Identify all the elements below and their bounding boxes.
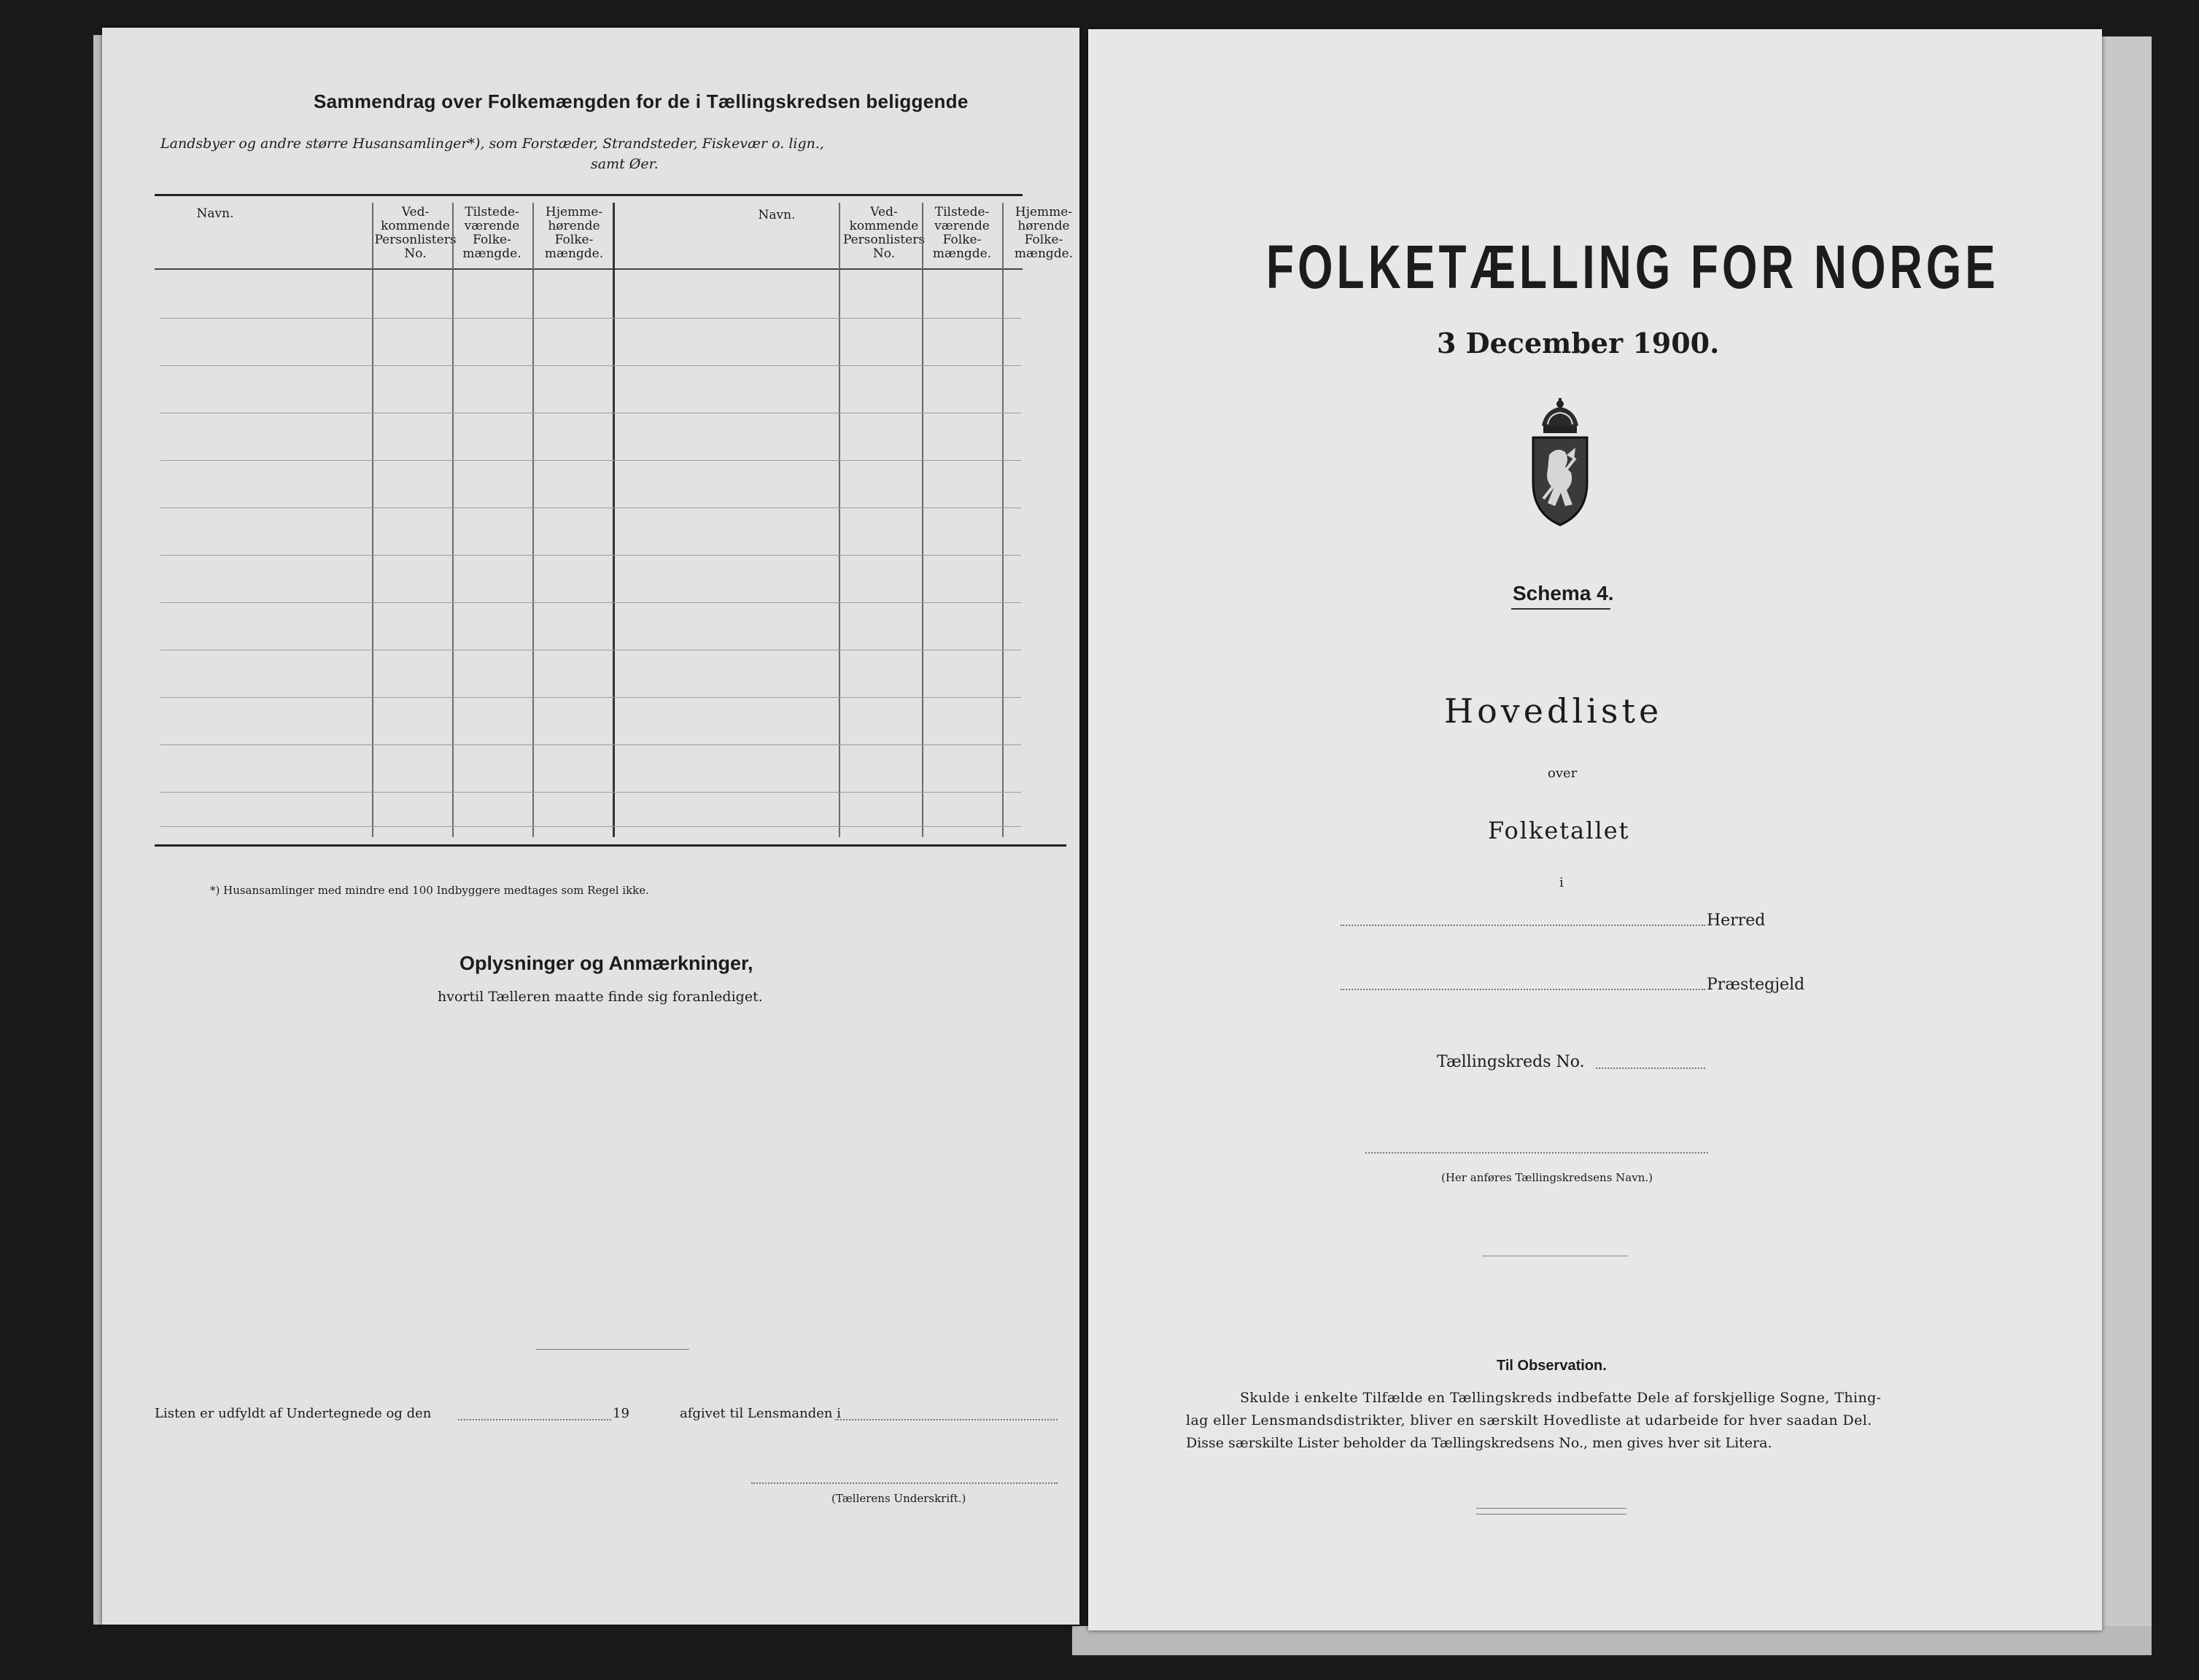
bottom-page-edge <box>1072 1626 2152 1655</box>
table-row-line <box>160 602 1021 603</box>
summary-line-2: Landsbyer og andre større Husansamlinger*), som Forstæder, Strandsteder, Fiskevær o. lign., <box>160 136 824 152</box>
date-dotted-line <box>458 1419 611 1420</box>
praestegjeld-label: Præstegjeld <box>1707 976 1805 994</box>
bottom-rule <box>1476 1508 1626 1509</box>
col-divider <box>922 203 923 837</box>
footnote: *) Husansamlinger med mindre end 100 Indbyggere medtages som Regel ikke. <box>210 884 649 897</box>
remarks-subtitle: hvortil Tælleren maatte finde sig foranlediget. <box>438 989 763 1005</box>
observation-line-1: Skulde i enkelte Tilfælde en Tællingskreds indbefatte Dele af forskjellige Sogne, Thing- <box>1240 1390 1882 1406</box>
hovedliste-title: Hovedliste <box>1444 691 1663 731</box>
col-header-tilstede-1: Tilstede- værende Folke- mængde. <box>462 205 521 261</box>
summary-line-3: samt Øer. <box>591 156 659 172</box>
table-row-line <box>160 744 1021 745</box>
afgivet-text: afgivet til Lensmanden i <box>680 1406 841 1421</box>
table-row-line <box>160 318 1021 319</box>
table-row-line <box>160 365 1021 366</box>
table-header-rule <box>155 268 1023 270</box>
col-header-personlister-2: Ved- kommende Personlisters No. <box>842 205 926 261</box>
observation-title: Til Observation. <box>1497 1358 1607 1374</box>
col-header-navn-1: Navn. <box>196 206 234 221</box>
remarks-title: Oplysninger og Anmærkninger, <box>459 952 753 974</box>
remarks-end-rule <box>536 1349 689 1350</box>
summary-title: Sammendrag over Folkemængden for de i Tællingskredsen beliggende <box>314 90 969 112</box>
left-page <box>102 28 1079 1625</box>
col-divider <box>1002 203 1004 837</box>
table-row-line <box>160 792 1021 793</box>
herred-dotted-line <box>1341 925 1705 926</box>
col-divider-center <box>613 203 615 837</box>
table-bottom-rule <box>155 844 1066 847</box>
signature-dotted-line <box>751 1482 1058 1484</box>
i-text: i <box>1559 875 1564 890</box>
table-row-line <box>160 555 1021 556</box>
folketallet-text: Folketallet <box>1488 817 1630 844</box>
table-row-line <box>160 697 1021 698</box>
col-divider <box>532 203 534 837</box>
col-header-hjemme-2: Hjemme- hørende Folke- mængde. <box>1014 205 1074 261</box>
kreds-no-dotted-line <box>1596 1068 1705 1069</box>
herred-label: Herred <box>1707 911 1766 930</box>
signature-label: (Tællerens Underskrift.) <box>831 1492 966 1505</box>
observation-line-3: Disse særskilte Lister beholder da Tællingskredsens No., men gives hver sit Litera. <box>1186 1435 1772 1451</box>
col-header-personlister-1: Ved- kommende Personlisters No. <box>374 205 457 261</box>
main-title: FOLKETÆLLING FOR NORGE <box>1266 233 1999 301</box>
praestegjeld-dotted-line <box>1341 989 1705 990</box>
over-text: over <box>1548 766 1578 781</box>
col-divider <box>839 203 840 837</box>
lensmand-dotted-line <box>835 1419 1058 1420</box>
col-header-tilstede-2: Tilstede- værende Folke- mængde. <box>932 205 992 261</box>
kreds-navn-note: (Her anføres Tællingskredsens Navn.) <box>1441 1171 1653 1184</box>
observation-line-2: lag eller Lensmandsdistrikter, bliver en særskilt Hovedliste at udarbeide for hver saadan Del. <box>1186 1412 1872 1428</box>
col-divider <box>372 203 373 837</box>
census-date: 3 December 1900. <box>1437 327 1720 359</box>
coat-of-arms-icon <box>1523 397 1597 532</box>
year-prefix: 19 <box>613 1406 629 1421</box>
schema-label: Schema 4. <box>1513 582 1614 604</box>
schema-underline <box>1511 608 1610 610</box>
table-row-line <box>160 826 1021 827</box>
taellingskreds-label: Tællingskreds No. <box>1437 1053 1585 1071</box>
right-page-edge <box>2101 36 2152 1648</box>
col-divider <box>452 203 454 837</box>
col-header-hjemme-1: Hjemme- hørende Folke- mængde. <box>544 205 604 261</box>
right-page <box>1088 29 2102 1630</box>
listen-text: Listen er udfyldt af Undertegnede og den <box>155 1406 432 1421</box>
kreds-navn-dotted-line <box>1365 1152 1708 1154</box>
col-header-navn-2: Navn. <box>758 208 796 222</box>
table-top-rule <box>155 194 1023 196</box>
table-row-line <box>160 460 1021 461</box>
